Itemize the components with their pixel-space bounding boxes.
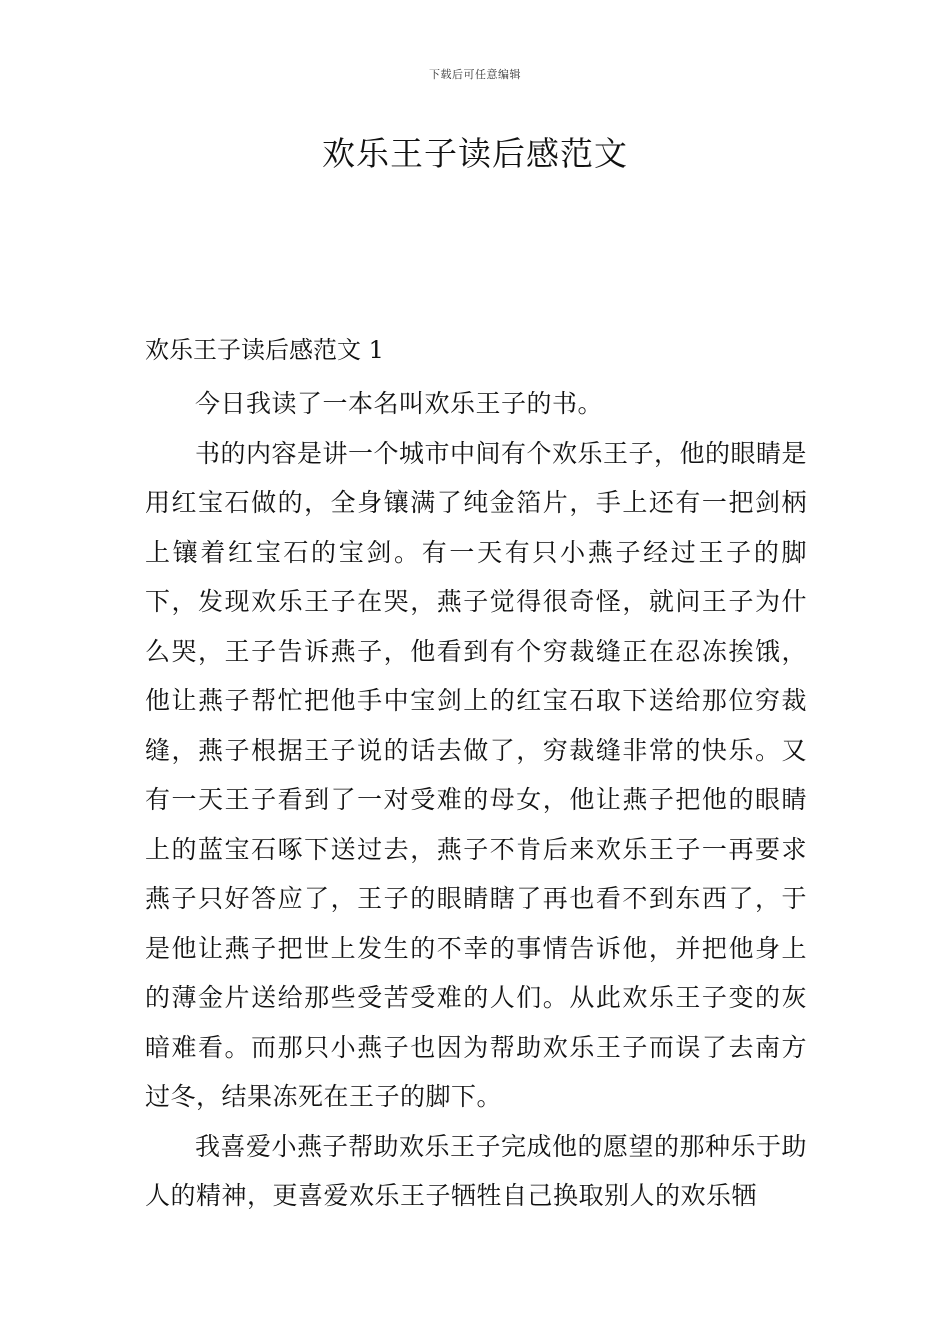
document-body	[145, 329, 807, 1221]
paragraph-3: 我喜爱小燕子帮助欢乐王子完成他的愿望的那种乐于助人的精神，更喜爱欢乐王子牺牲自己换取别人的欢乐牺	[145, 1131, 808, 1210]
paragraph-1: 今日我读了一本名叫欢乐王子的书。	[195, 389, 604, 418]
document-title: 欢乐王子读后感范文	[322, 134, 628, 173]
header-note: 下载后可任意编辑	[429, 68, 521, 81]
paragraph-2: 书的内容是讲一个城市中间有个欢乐王子，他的眼睛是用红宝石做的，全身镶满了纯金箔片，手上还有一把剑柄上镶着红宝石的宝剑。有一天有只小燕子经过王子的脚下，发现欢乐王子在哭，燕子觉得很奇怪，就问王子为什么哭，王子告诉燕子，他看到有个穷裁缝正在忍冻挨饿，他让燕子帮忙把他手中宝剑上的红宝石取下送给那位穷裁缝，燕子根据王子说的话去做了，穷裁缝非常的快乐。又有一天王子看到了一对受难的母女，他让燕子把他的眼睛上的蓝宝石啄下送过去，燕子不肯后来欢乐王子一再要求燕子只好答应了，王子的眼睛瞎了再也看不到东西了，于是他让燕子把世上发生的不幸的事情告诉他，并把他身上的薄金片送给那些受苦受难的人们。从此欢乐王子变的灰暗难看。而那只小燕子也因为帮助欢乐王子而误了去南方过冬，结果冻死在王子的脚下。	[145, 438, 808, 1111]
section-heading: 欢乐王子读后感范文 1	[145, 336, 384, 364]
